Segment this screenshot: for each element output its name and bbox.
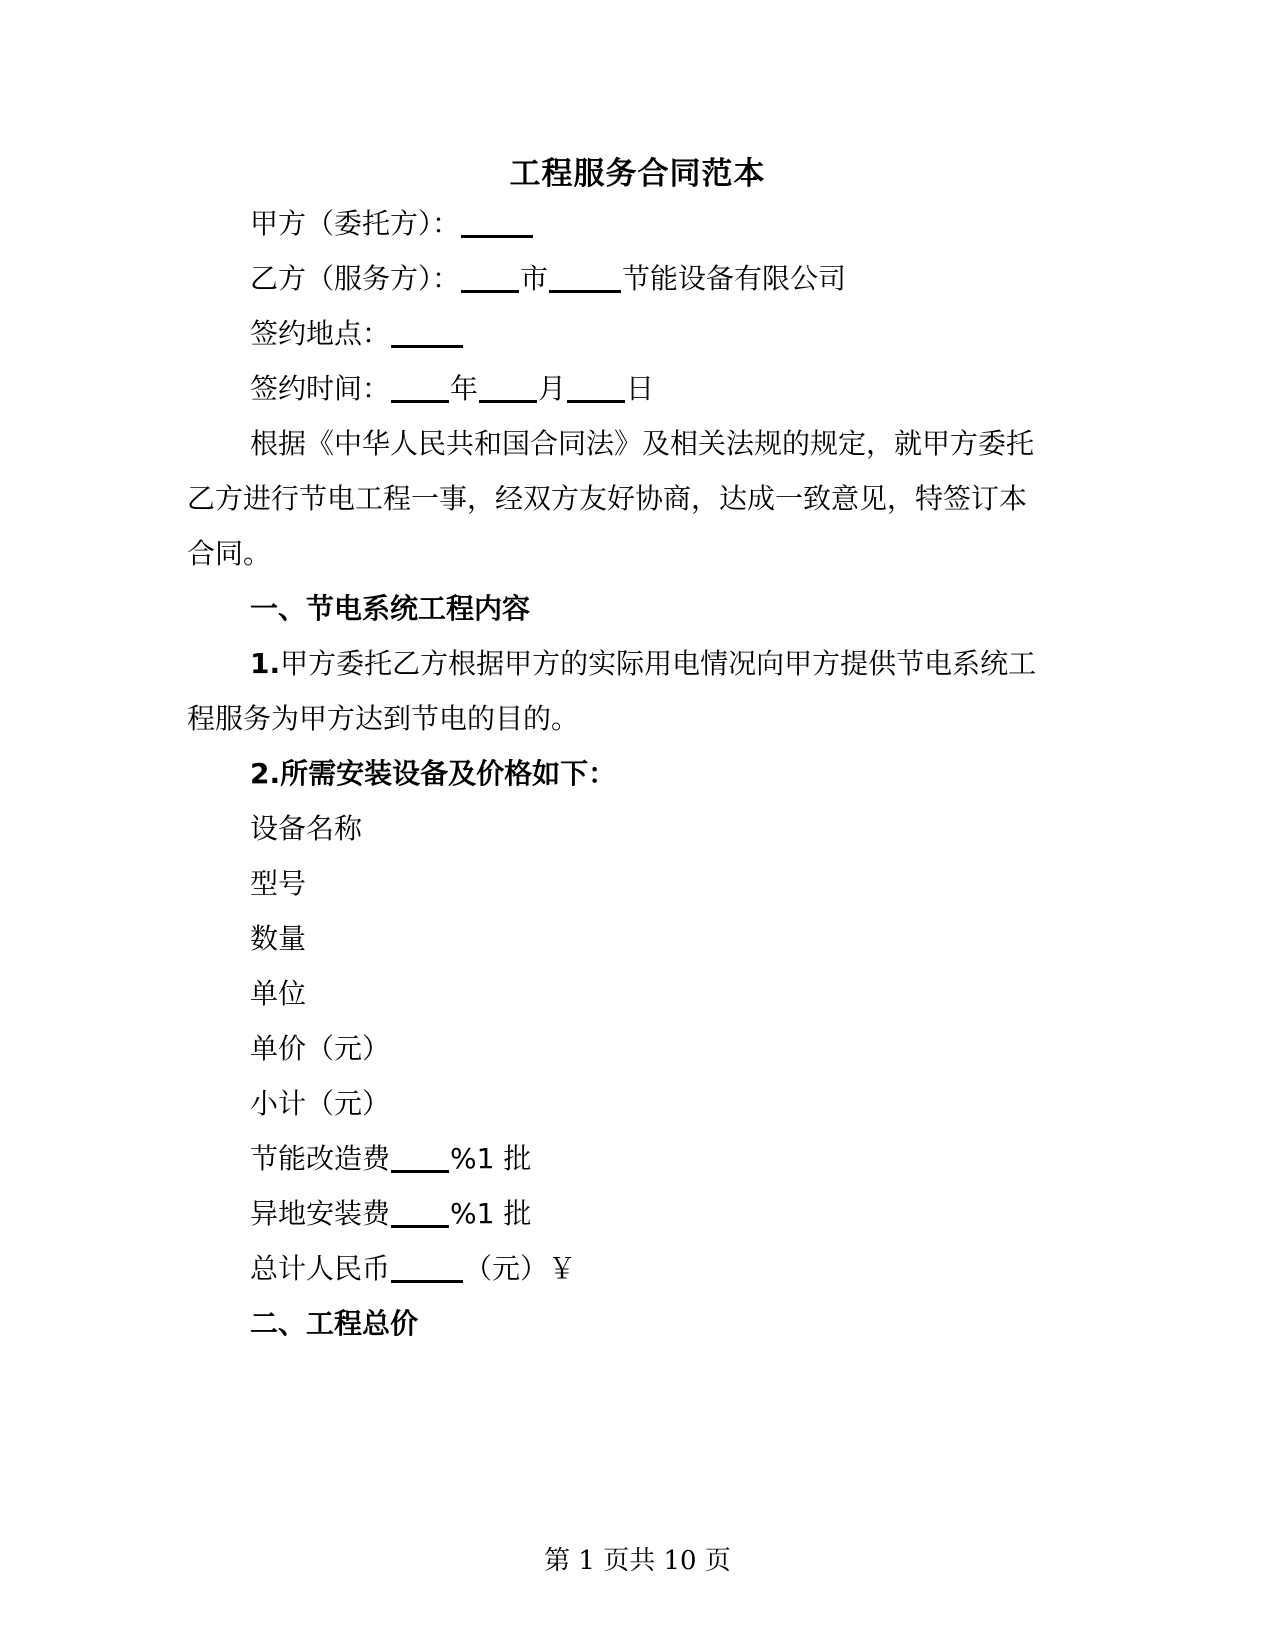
retrofit-fee-label: 节能改造费 <box>250 1142 391 1175</box>
party-b-line <box>250 259 846 299</box>
total-label: 总计人民币 <box>250 1252 391 1285</box>
sign-day: 日 <box>626 372 655 405</box>
preamble-line-1: 根据《中华人民共和国合同法》及相关法规的规定，就甲方委托 <box>250 427 1035 460</box>
item-1-text: 甲方委托乙方根据甲方的实际用电情况向甲方提供节电系统工 <box>280 647 1037 680</box>
party-a-line <box>250 204 534 244</box>
sign-time-label: 签约时间： <box>250 372 391 405</box>
retrofit-fee-suffix: %1 批 <box>450 1142 532 1175</box>
retrofit-fee-blank[interactable] <box>391 1142 449 1173</box>
equipment-model-label: 型号 <box>250 867 307 900</box>
party-b-city-blank[interactable] <box>461 262 519 293</box>
offsite-fee-blank[interactable] <box>391 1197 449 1228</box>
sign-year-blank[interactable] <box>391 372 449 403</box>
party-b-name-blank[interactable] <box>549 262 621 293</box>
item-1-number: 1. <box>250 647 281 680</box>
party-b-company: 节能设备有限公司 <box>622 262 847 295</box>
sign-day-blank[interactable] <box>567 372 625 403</box>
equipment-quantity-label: 数量 <box>250 922 307 955</box>
sign-month-blank[interactable] <box>479 372 537 403</box>
party-a-blank[interactable] <box>461 207 533 238</box>
offsite-fee-label: 异地安装费 <box>250 1197 391 1230</box>
sign-place-label: 签约地点： <box>250 317 391 350</box>
party-a-label: 甲方（委托方）： <box>250 207 461 240</box>
equipment-subtotal-label: 小计（元） <box>250 1087 391 1120</box>
preamble-line-2: 乙方进行节电工程一事，经双方友好协商，达成一致意见，特签订本 <box>187 482 1028 515</box>
page-title: 工程服务合同范本 <box>509 156 766 192</box>
sign-place-line <box>250 314 464 354</box>
item-2-heading: 2.所需安装设备及价格如下： <box>250 757 617 790</box>
item-1-line-1 <box>250 644 1036 684</box>
total-blank[interactable] <box>391 1252 463 1283</box>
sign-place-blank[interactable] <box>391 317 463 348</box>
equipment-unit-label: 单位 <box>250 977 307 1010</box>
page-footer: 第 1 页共 10 页 <box>544 1546 731 1576</box>
item-1-line-2: 程服务为甲方达到节电的目的。 <box>187 702 580 735</box>
preamble-line-3: 合同。 <box>187 537 272 570</box>
offsite-fee-suffix: %1 批 <box>450 1197 532 1230</box>
equipment-unit-price-label: 单价（元） <box>250 1032 391 1065</box>
retrofit-fee-line <box>250 1139 531 1179</box>
equipment-name-label: 设备名称 <box>250 812 363 845</box>
sign-time-line <box>250 369 654 409</box>
total-line <box>250 1249 576 1289</box>
offsite-fee-line <box>250 1194 531 1234</box>
section-1-heading: 一、节电系统工程内容 <box>250 592 531 625</box>
sign-year: 年 <box>450 372 479 405</box>
section-2-heading: 二、工程总价 <box>250 1307 419 1340</box>
party-b-city: 市 <box>520 262 549 295</box>
sign-month: 月 <box>538 372 567 405</box>
party-b-label: 乙方（服务方）： <box>250 262 461 295</box>
total-suffix: （元）￥ <box>464 1252 577 1285</box>
